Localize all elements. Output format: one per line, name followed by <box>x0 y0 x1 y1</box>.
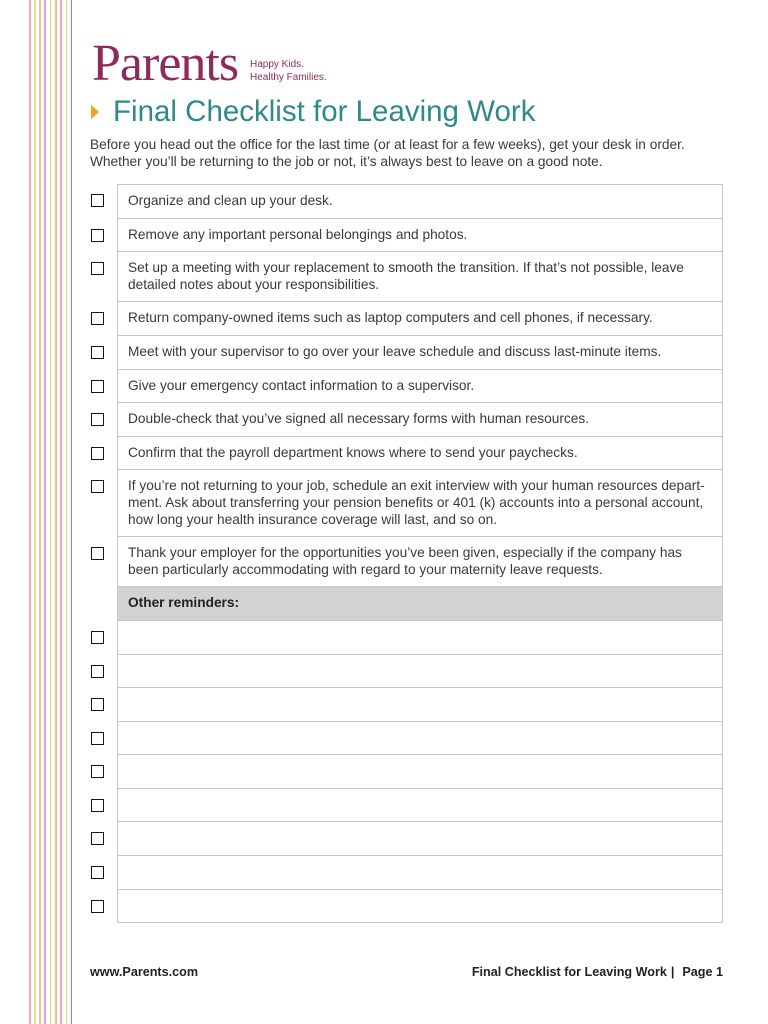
margin-stripe <box>44 0 46 1024</box>
section-header-row <box>88 587 723 621</box>
footer-page-number: Page 1 <box>682 965 723 979</box>
checklist-item-text: If you’re not returning to your job, schedule an exit interview with your human resources depart- ment. Ask about transferring your pension benefits or 401 (k) accounts into a personal account, how long your health insurance coverage will last, and so on. <box>117 470 723 537</box>
checkbox[interactable] <box>91 346 104 359</box>
brand-logo: Parents <box>92 35 239 92</box>
reminder-row <box>88 621 723 655</box>
checklist-item <box>88 336 723 370</box>
triangle-right-icon <box>91 105 99 119</box>
margin-stripe <box>66 0 68 1024</box>
checklist-item <box>88 370 723 404</box>
checklist-item-text: Double-check that you’ve signed all necessary forms with human resources. <box>117 403 723 437</box>
checkbox[interactable] <box>91 900 104 913</box>
footer-page-info <box>472 964 723 980</box>
margin-stripe <box>71 0 73 1024</box>
checklist-item-text: Organize and clean up your desk. <box>117 184 723 219</box>
tagline-line: Happy Kids. <box>250 59 304 70</box>
margin-stripe <box>39 0 41 1024</box>
checklist-item <box>88 302 723 336</box>
tagline-line: Healthy Families. <box>250 71 327 83</box>
checkbox-cell <box>88 822 117 845</box>
checkbox-cell <box>88 655 117 678</box>
margin-stripe <box>34 0 36 1024</box>
page-title: Final Checklist for Leaving Work <box>113 95 536 128</box>
checkbox-cell <box>88 302 117 325</box>
reminder-row <box>88 856 723 890</box>
checkbox[interactable] <box>91 799 104 812</box>
checkbox[interactable] <box>91 312 104 325</box>
checklist-item <box>88 219 723 253</box>
checklist-item-text: Confirm that the payroll department knows where to send your paychecks. <box>117 437 723 471</box>
checkbox[interactable] <box>91 380 104 393</box>
reminder-row <box>88 789 723 823</box>
checkbox[interactable] <box>91 698 104 711</box>
checklist-item <box>88 403 723 437</box>
checklist-item <box>88 184 723 219</box>
checkbox-cell <box>88 437 117 460</box>
reminder-line <box>117 755 723 789</box>
reminder-row <box>88 655 723 689</box>
reminder-line <box>117 621 723 655</box>
checklist-item-text: Return company-owned items such as laptop computers and cell phones, if necessary. <box>117 302 723 336</box>
checkbox-cell <box>88 621 117 644</box>
checklist-item <box>88 537 723 587</box>
checkbox[interactable] <box>91 413 104 426</box>
checkbox[interactable] <box>91 480 104 493</box>
checkbox[interactable] <box>91 229 104 242</box>
checkbox[interactable] <box>91 262 104 275</box>
footer-website: www.Parents.com <box>90 965 199 979</box>
checkbox-cell <box>88 755 117 778</box>
checkbox-cell <box>88 370 117 393</box>
checklist-item-text: Meet with your supervisor to go over your leave schedule and discuss last-minute items. <box>117 336 723 370</box>
reminder-row <box>88 755 723 789</box>
reminder-line <box>117 856 723 890</box>
checkbox[interactable] <box>91 447 104 460</box>
footer-separator: | <box>670 965 675 979</box>
checklist-item-text: Set up a meeting with your replacement to smooth the transition. If that’s not possible, leave detailed notes about your responsibilities. <box>117 252 723 302</box>
reminder-line <box>117 789 723 823</box>
checkbox-cell <box>88 890 117 913</box>
checkbox-cell <box>88 470 117 493</box>
reminder-line <box>117 890 723 924</box>
checkbox[interactable] <box>91 631 104 644</box>
checklist-table <box>88 184 723 923</box>
brand-tagline <box>250 59 327 84</box>
checkbox-cell <box>88 789 117 812</box>
checkbox[interactable] <box>91 732 104 745</box>
reminder-line <box>117 822 723 856</box>
reminder-row <box>88 688 723 722</box>
reminder-line <box>117 722 723 756</box>
checkbox-cell <box>88 722 117 745</box>
margin-stripe <box>29 0 31 1024</box>
checklist-item <box>88 470 723 537</box>
checkbox-cell <box>88 252 117 275</box>
checkbox-cell <box>88 219 117 242</box>
margin-stripe <box>55 0 57 1024</box>
reminder-row <box>88 722 723 756</box>
checklist-item-text: Remove any important personal belongings and photos. <box>117 219 723 253</box>
reminder-line <box>117 655 723 689</box>
checkbox-cell <box>88 537 117 560</box>
checkbox-cell <box>88 336 117 359</box>
checklist-item <box>88 252 723 302</box>
checklist-item <box>88 437 723 471</box>
checkbox[interactable] <box>91 765 104 778</box>
checkbox-cell <box>88 688 117 711</box>
checkbox[interactable] <box>91 866 104 879</box>
other-reminders-header: Other reminders: <box>117 587 723 621</box>
checkbox[interactable] <box>91 832 104 845</box>
intro-paragraph: Before you head out the office for the last time (or at least for a few weeks), get your desk in order. Whether you’ll be returning to the job or not, it’s always best to leave on a good note. <box>90 137 685 169</box>
checkbox[interactable] <box>91 547 104 560</box>
checkbox[interactable] <box>91 665 104 678</box>
reminder-row <box>88 890 723 924</box>
checklist-item-text: Give your emergency contact information to a supervisor. <box>117 370 723 404</box>
footer-document-title: Final Checklist for Leaving Work <box>471 965 667 979</box>
checkbox-cell <box>88 403 117 426</box>
margin-stripe <box>60 0 62 1024</box>
checkbox[interactable] <box>91 194 104 207</box>
checkbox-cell <box>88 184 117 207</box>
reminder-row <box>88 822 723 856</box>
checklist-item-text: Thank your employer for the opportunities you’ve been given, especially if the company has been particularly accommodating with regard to your maternity leave requests. <box>117 537 723 587</box>
margin-stripe <box>50 0 52 1024</box>
reminder-line <box>117 688 723 722</box>
checkbox-cell <box>88 856 117 879</box>
